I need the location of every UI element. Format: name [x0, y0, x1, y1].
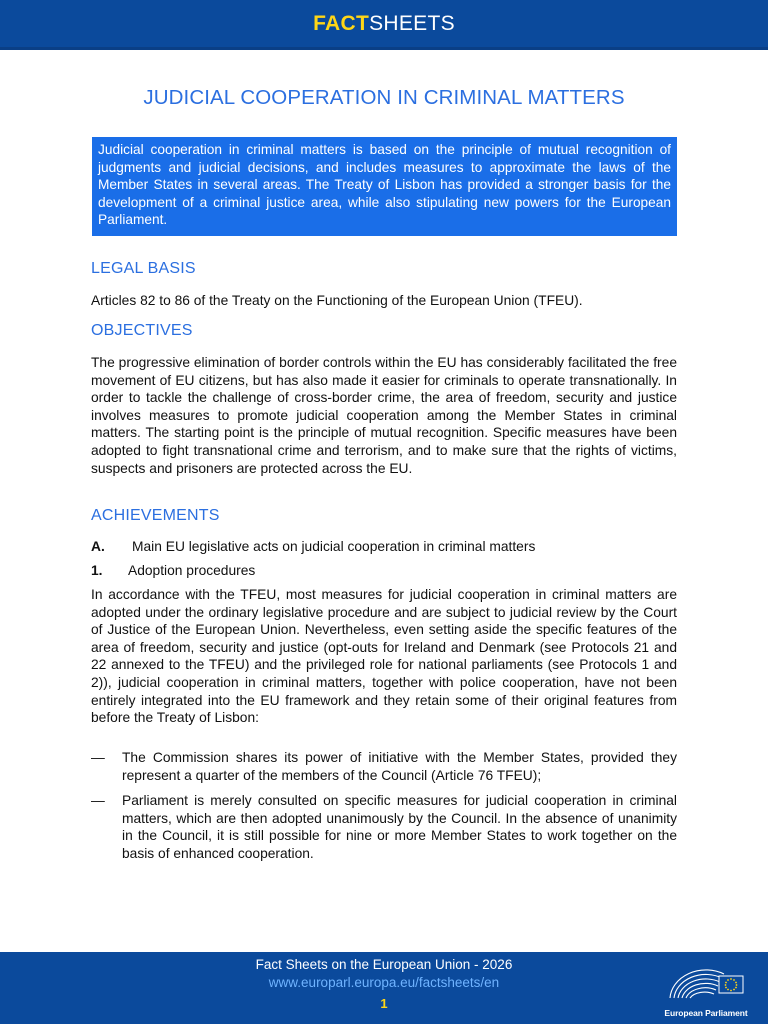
footer-bar — [0, 952, 768, 1024]
brand-sheets: SHEETS — [369, 11, 455, 35]
bullet-text: Parliament is merely consulted on specific measures for judicial cooperation in criminal matters, which are then adopted unanimously by the Council. In the absence of unanimity in the Council, it is still possible for nine or more Member States to work together on the basis of enhanced cooperation. — [122, 793, 677, 861]
header-bar — [0, 0, 768, 50]
adoption-paragraph: In accordance with the TFEU, most measures for judicial cooperation in criminal matters are adopted under the ordinary legislative procedure and are subject to judicial review by the Court of Justice of the European Union. Nevertheless, even setting aside the specific features of the area of freedom, security and justice (opt-outs for Ireland and Denmark (see Protocols 21 and 22 annexed to the TFEU) and the privileged role for national parliaments (see Protocols 1 and 2)), judicial cooperation in criminal matters, together with police cooperation, have not been entirely integrated into the EU framework and they retain some of their original features from before the Treaty of Lisbon: — [91, 587, 677, 726]
bullet-item — [91, 792, 677, 862]
objectives-heading: OBJECTIVES — [91, 322, 193, 339]
dash-marker: — — [91, 750, 105, 765]
bullet-item — [91, 749, 677, 784]
parliament-hemicycle-icon — [664, 958, 748, 1008]
brand-fact: FACT — [313, 11, 370, 35]
item-a-marker: A. — [91, 539, 105, 554]
item-a — [91, 538, 677, 556]
item-1 — [91, 562, 677, 580]
logo-text: European Parliament — [664, 1008, 748, 1018]
item-1-text: Adoption procedures — [128, 563, 256, 578]
dash-marker: — — [91, 793, 105, 808]
footer-link[interactable]: www.europarl.europa.eu/factsheets/en — [268, 975, 500, 990]
achievements-heading: ACHIEVEMENTS — [91, 507, 220, 524]
legal-basis-heading: LEGAL BASIS — [91, 260, 196, 277]
footer-title: Fact Sheets on the European Union - 2026 — [255, 957, 513, 972]
legal-basis-text: Articles 82 to 86 of the Treaty on the Functioning of the European Union (TFEU). — [91, 293, 583, 308]
objectives-text: The progressive elimination of border controls within the EU has considerably facilitated the free movement of EU citizens, but has also made it easier for criminals to operate transnationally. In order to tackle the challenge of cross-border crime, the area of freedom, security and justice involves measures to promote judicial cooperation among the Member States in criminal matters. The starting point is the principle of mutual recognition. Specific measures have been adopted to fight transnational crime and terrorism, and to make sure that the rights of victims, suspects and prisoners are protected across the EU. — [91, 355, 677, 476]
item-a-text: Main EU legislative acts on judicial cooperation in criminal matters — [132, 539, 536, 554]
page-title: JUDICIAL COOPERATION IN CRIMINAL MATTERS — [143, 86, 625, 109]
item-1-marker: 1. — [91, 563, 103, 578]
european-parliament-logo — [664, 958, 748, 1020]
bullet-text: The Commission shares its power of initiative with the Member States, provided they represent a quarter of the members of the Council (Article 76 TFEU); — [122, 750, 677, 783]
page-number: 1 — [380, 996, 388, 1011]
summary-box: Judicial cooperation in criminal matters is based on the principle of mutual recognition of judgments and judicial decisions, and includes measures to approximate the laws of the Member States in several areas. The Treaty of Lisbon has provided a stronger basis for the development of a criminal justice area, while also stipulating new powers for the European Parliament. — [92, 137, 677, 236]
